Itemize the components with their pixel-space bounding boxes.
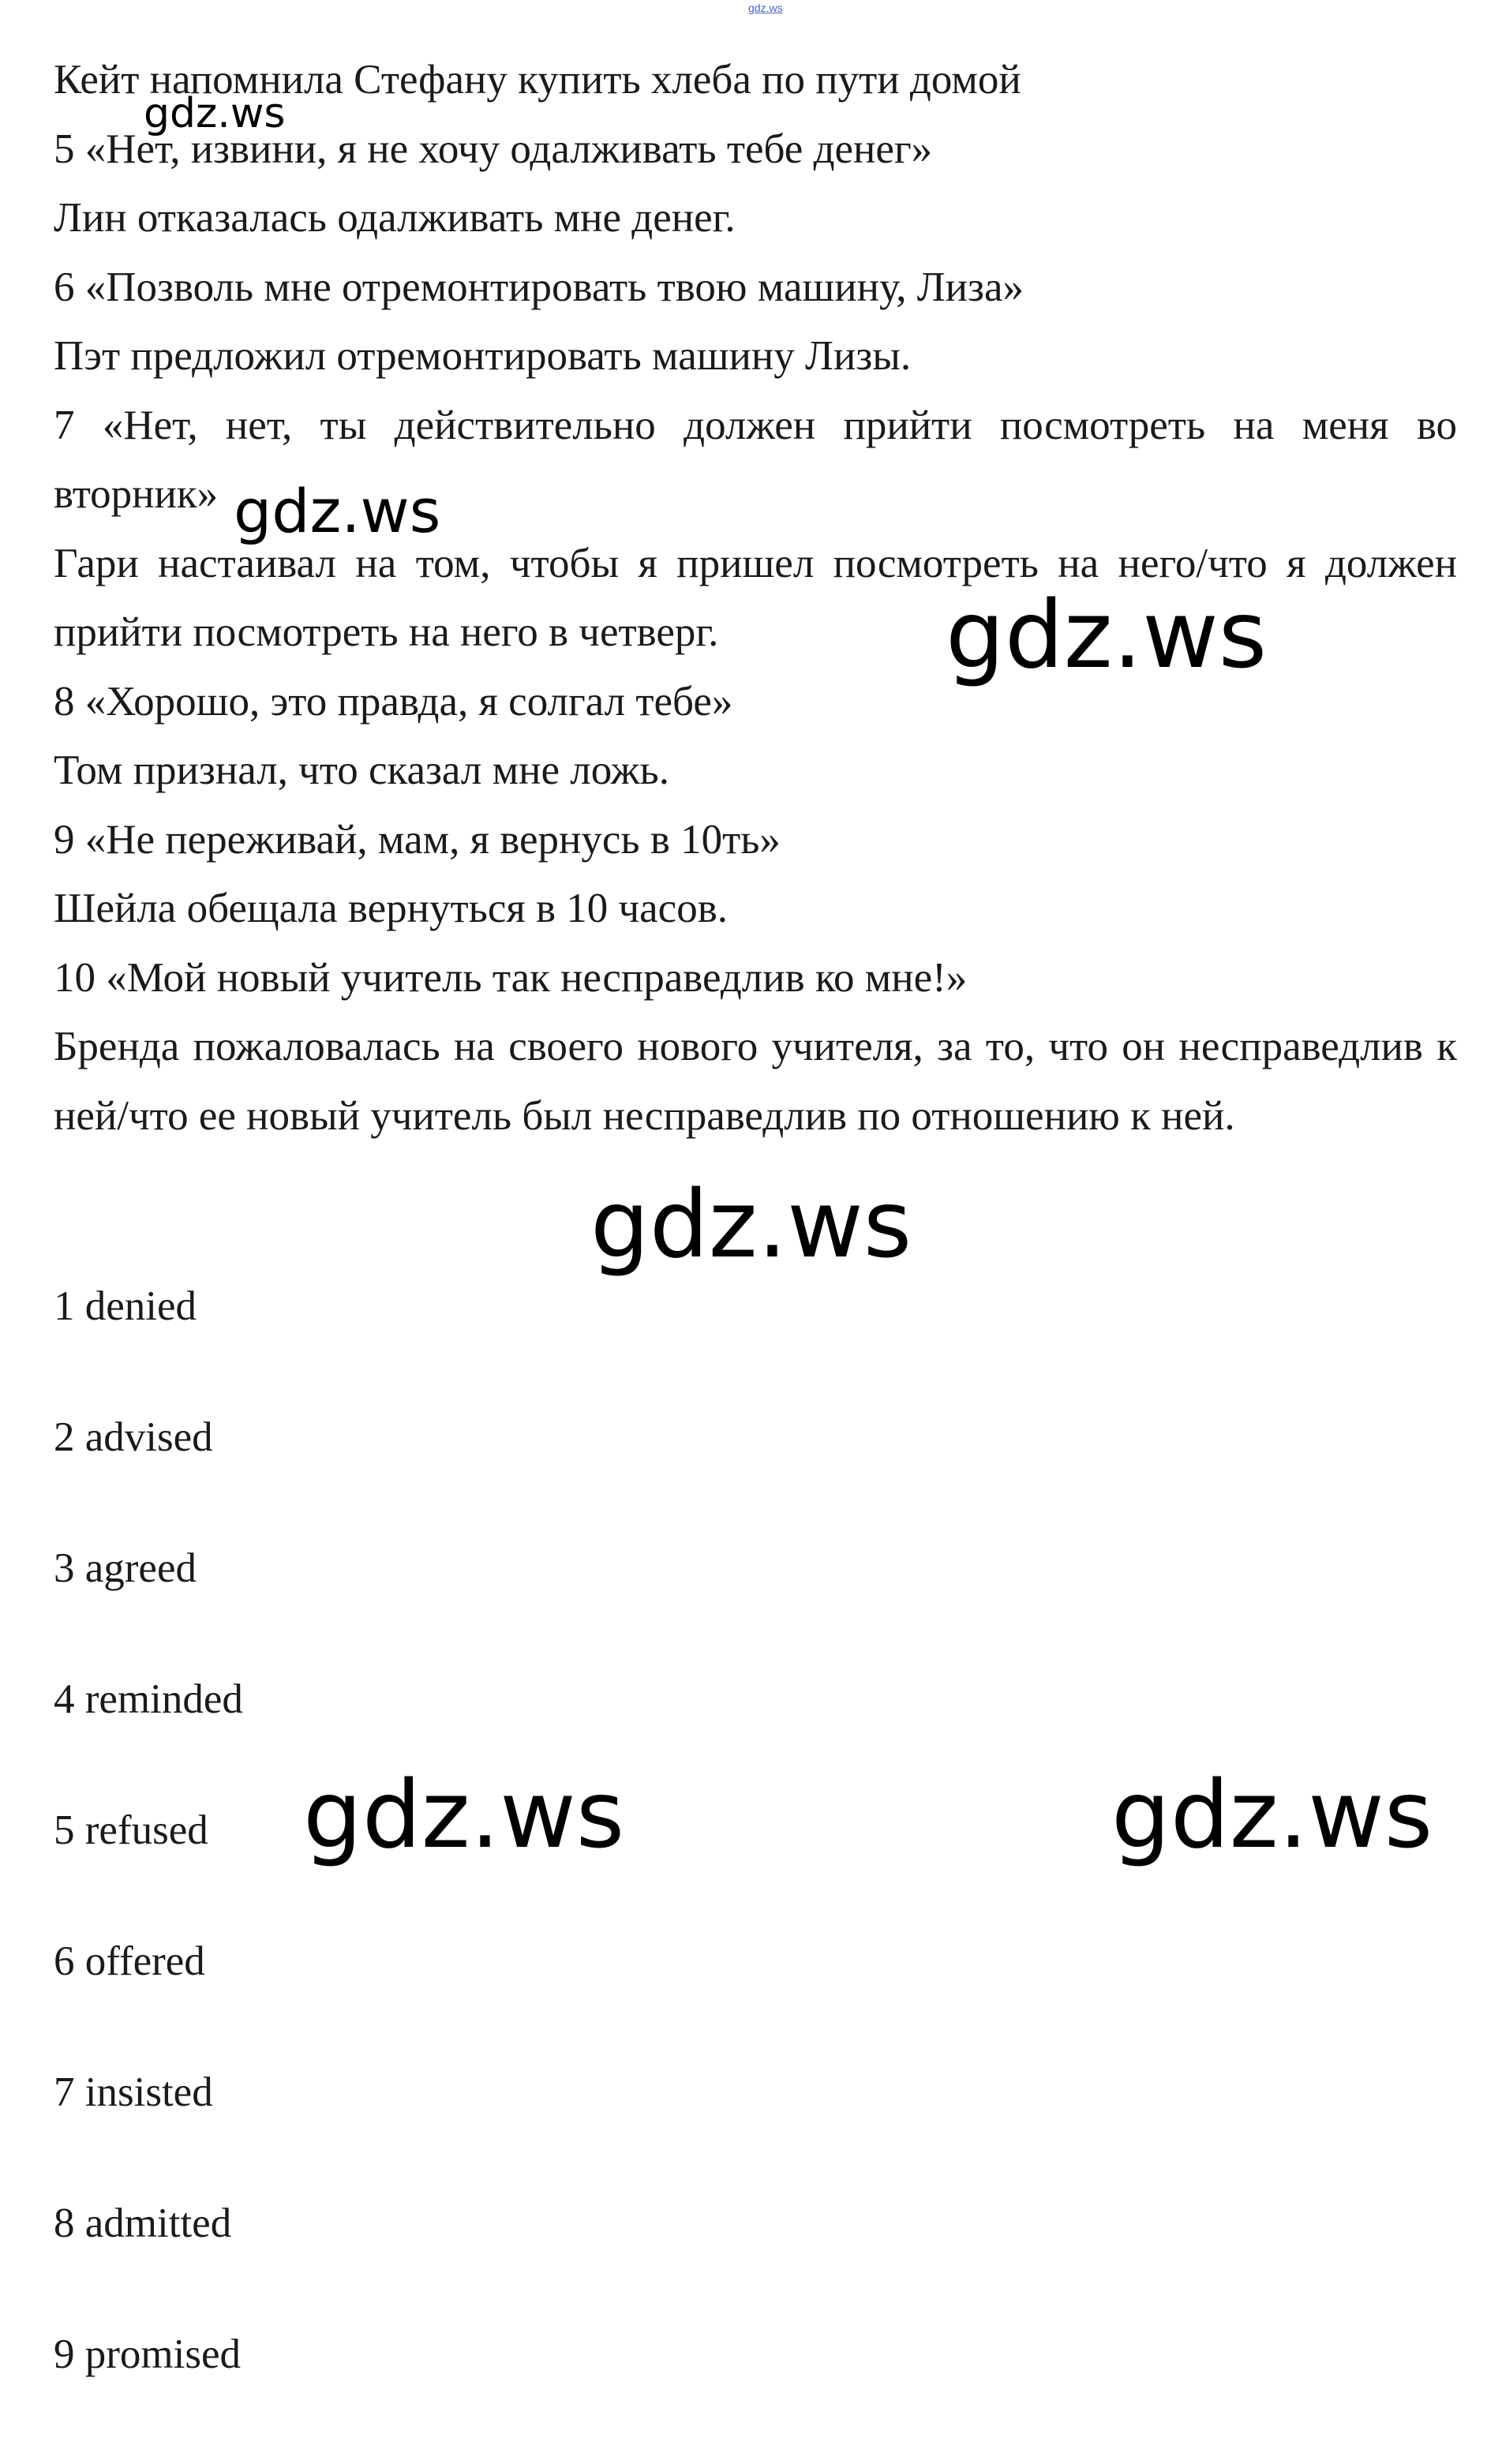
text-paragraph: 7 «Нет, нет, ты действительно должен прийти посмотреть на меня во вторник» xyxy=(54,402,1457,517)
answer-item: 7 insisted xyxy=(54,2069,213,2115)
text-line: Пэт предложил отремонтировать машину Лизы. xyxy=(54,333,912,379)
watermark: gdz.ws xyxy=(946,580,1268,689)
text-line: Кейт напомнила Стефану купить хлеба по пути домой xyxy=(54,57,1021,103)
watermark: gdz.ws xyxy=(144,90,286,137)
answer-item: 1 denied xyxy=(54,1283,197,1329)
text-line: 5 «Нет, извини, я не хочу одалживать тебе денег» xyxy=(54,125,933,172)
text-line: 8 «Хорошо, это правда, я солгал тебе» xyxy=(54,678,733,725)
watermark: gdz.ws xyxy=(1111,1760,1433,1869)
text-paragraph: Бренда пожаловалась на своего нового учителя, за то, что он несправедлив к ней/что ее новый учитель был несправедлив по отношению к ней. xyxy=(54,1024,1457,1139)
text-line: Шейла обещала вернуться в 10 часов. xyxy=(54,886,728,931)
text-line: 9 «Не переживай, мам, я вернусь в 10ть» xyxy=(54,816,781,863)
text-paragraph: Гари настаивал на том, чтобы я пришел посмотреть на него/что я должен прийти посмотреть на него в четверг. xyxy=(54,540,1457,655)
watermark: gdz.ws xyxy=(234,476,441,546)
answer-item: 6 offered xyxy=(54,1938,205,1984)
answer-item: 3 agreed xyxy=(54,1545,197,1591)
answer-item: 5 refused xyxy=(54,1807,208,1853)
text-line: 6 «Позволь мне отремонтировать твою машину, Лиза» xyxy=(54,264,1024,310)
text-line: Том признал, что сказал мне ложь. xyxy=(54,747,669,793)
answer-list xyxy=(54,1283,243,2462)
answer-item: 8 admitted xyxy=(54,2200,232,2246)
answer-item: 2 advised xyxy=(54,1414,213,1460)
answer-item: 9 promised xyxy=(54,2331,241,2377)
answer-item: 4 reminded xyxy=(54,1676,243,1722)
text-line: 10 «Мой новый учитель так несправедлив ко мне!» xyxy=(54,954,968,1001)
text-line: Лин отказалась одалживать мне денег. xyxy=(54,195,736,241)
watermark: gdz.ws xyxy=(590,1170,912,1279)
watermark: gdz.ws xyxy=(303,1760,625,1869)
header-watermark-link: gdz.ws xyxy=(748,2,783,14)
